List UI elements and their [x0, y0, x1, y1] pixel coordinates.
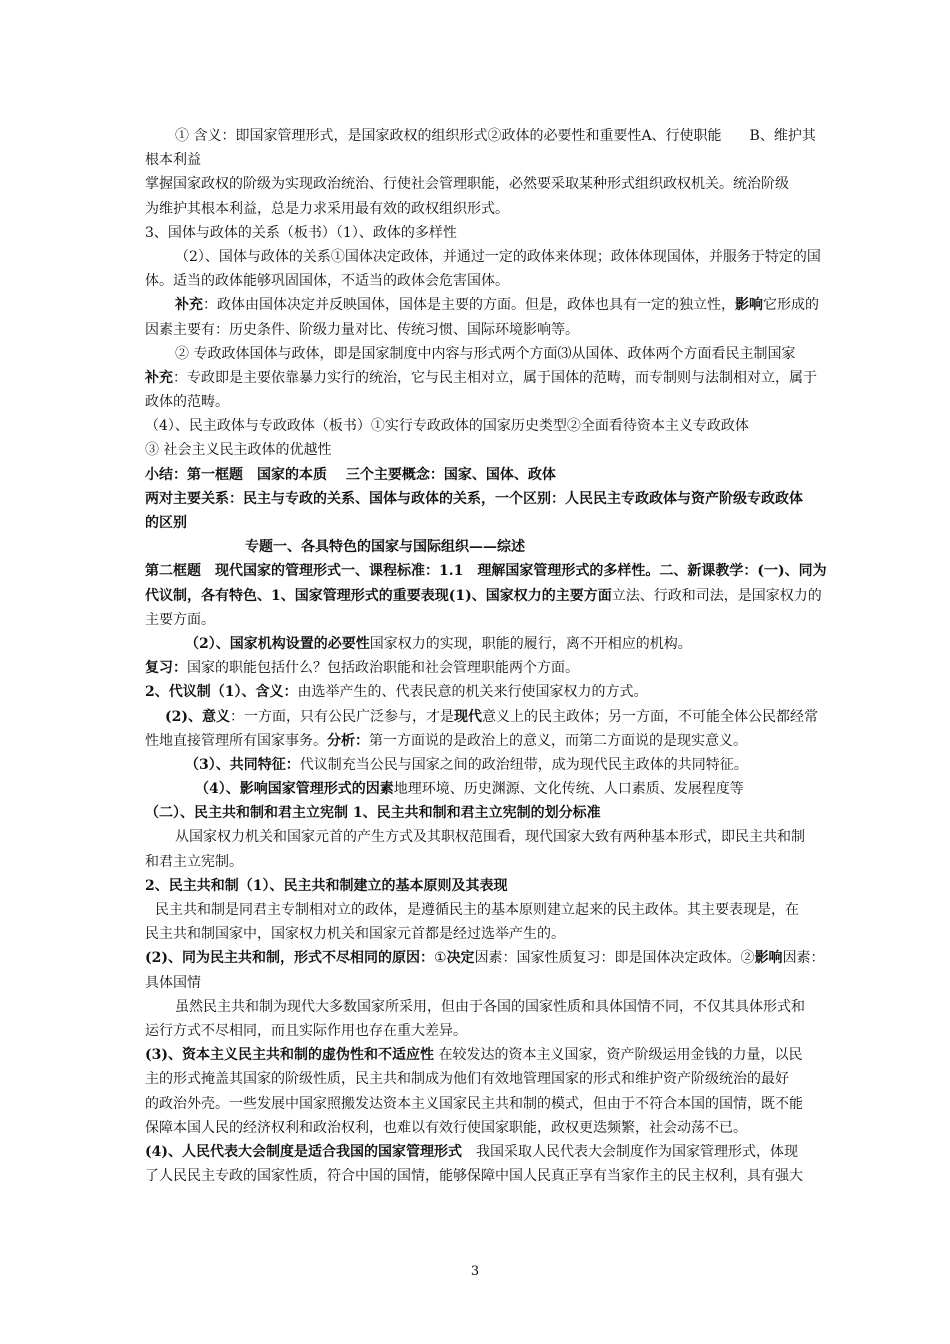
text-line: （二）、民主共和制和君主立宪制 1、民主共和制和君主立宪制的划分标准 [145, 805, 601, 822]
text-line: (3)、资本主义民主共和制的虚伪性和不适应性 在较发达的资本主义国家，资产阶级运用金钱的力量，以民 [145, 1047, 803, 1064]
text-line: 根本利益 [145, 152, 201, 169]
page-number: 3 [470, 1264, 480, 1279]
text-line: 政体的范畴。 [145, 394, 229, 411]
text-line: (2)、意义：一方面，只有公民广泛参与，才是现代意义上的民主政体；另一方面，不可能全体公民都经常 [165, 708, 818, 725]
text-line: ② 专政政体国体与政体，即是国家制度中内容与形式两个方面⑶从国体、政体两个方面看民主制国家 [175, 345, 796, 362]
text-line: 的区别 [145, 515, 187, 531]
text-line: 掌握国家政权的阶级为实现政治统治、行使社会管理职能，必然要采取某种形式组织政权机关。统治阶级 [145, 176, 789, 193]
text-line: （2）、国家机构设置的必要性国家权力的实现，职能的履行，离不开相应的机构。 [185, 635, 692, 652]
text-line: 2、民主共和制（1）、民主共和制建立的基本原则及其表现 [145, 877, 508, 894]
text-line: 2、代议制（1）、含义：由选举产生的、代表民意的机关来行使国家权力的方式。 [145, 684, 648, 701]
text-line: 运行方式不尽相同，而且实际作用也存在重大差异。 [145, 1022, 467, 1039]
text-line: （3）、共同特征：代议制充当公民与国家之间的政治纽带，成为现代民主政体的共同特征。 [185, 756, 748, 773]
text-line: 虽然民主共和制为现代大多数国家所采用，但由于各国的国家性质和具体国情不同，不仅其具体形式和 [175, 998, 805, 1015]
text-line: 性地直接管理所有国家事务。分析：第一方面说的是政治上的意义，而第二方面说的是现实意义。 [145, 732, 747, 749]
text-line: 具体国情 [145, 974, 201, 991]
text-line: 因素主要有：历史条件、阶级力量对比、传统习惯、国际环境影响等。 [145, 321, 579, 338]
text-line: ③ 社会主义民主政体的优越性 [145, 442, 332, 459]
text-line: 从国家权力机关和国家元首的产生方式及其职权范围看，现代国家大致有两种基本形式，即民主共和制 [175, 829, 805, 846]
text-line: （4）、影响国家管理形式的因素地理环境、历史渊源、文化传统、人口素质、发展程度等 [195, 781, 744, 798]
text-line: 为维护其根本利益，总是力求采用最有效的政权组织形式。 [145, 200, 509, 217]
text-line: (4)、人民代表大会制度是适合我国的国家管理形式 我国采取人民代表大会制度作为国家管理形式，体现 [145, 1143, 798, 1160]
text-line: 复习：国家的职能包括什么？包括政治职能和社会管理职能两个方面。 [145, 660, 579, 677]
text-line: （4）、民主政体与专政政体（板书）①实行专政政体的国家历史类型②全面看待资本主义专政政体 [145, 418, 749, 435]
text-line: 主的形式掩盖其国家的阶级性质，民主共和制成为他们有效地管理国家的形式和维护资产阶级统治的最好 [145, 1071, 789, 1088]
text-line: 补充：专政即是主要依靠暴力实行的统治，它与民主相对立，属于国体的范畴，而专制则与法制相对立，属于 [145, 369, 817, 386]
text-line: 主要方面。 [145, 611, 215, 628]
text-line: 民主共和制是同君主专制相对立的政体，是遵循民主的基本原则建立起来的民主政体。其主要表现是，在 [155, 902, 799, 918]
text-line: 小结：第一框题 国家的本质 三个主要概念：国家、国体、政体 [145, 466, 556, 483]
section-heading: 专题一、各具特色的国家与国际组织——综述 [245, 539, 525, 556]
text-line: 和君主立宪制。 [145, 853, 243, 870]
text-line: 第二框题 现代国家的管理形式一、课程标准：1.1 理解国家管理形式的多样性。二、新课教学：(一)、同为 [145, 563, 827, 580]
text-line: ① 含义：即国家管理形式，是国家政权的组织形式②政体的必要性和重要性A、行使职能 B、维护其 [175, 128, 816, 144]
text-line: 补充：政体由国体决定并反映国体，国体是主要的方面。但是，政体也具有一定的独立性，影响它形成的 [175, 297, 819, 314]
text-line: 代议制，各有特色、1、国家管理形式的重要表现(1)、国家权力的主要方面立法、行政和司法，是国家权力的 [145, 587, 822, 604]
text-line: 了人民民主专政的国家性质，符合中国的国情，能够保障中国人民真正享有当家作主的民主权利，具有强大 [145, 1168, 803, 1185]
document-page [145, 124, 827, 1188]
text-line: 体。适当的政体能够巩固国体，不适当的政体会危害国体。 [145, 273, 509, 290]
text-line: 的政治外壳。一些发展中国家照搬发达资本主义国家民主共和制的模式，但由于不符合本国的国情，既不能 [145, 1095, 803, 1112]
text-line: (2)、同为民主共和制，形式不尽相同的原因：①决定因素：国家性质复习：即是国体决定政体。②影响因素： [145, 950, 825, 967]
text-line: （2）、国体与政体的关系①国体决定政体，并通过一定的政体来体现；政体体现国体，并服务于特定的国 [175, 248, 821, 265]
text-line: 民主共和制国家中，国家权力机关和国家元首都是经过选举产生的。 [145, 926, 565, 943]
text-line: 保障本国人民的经济权利和政治权利，也难以有效行使国家职能，政权更迭频繁，社会动荡不已。 [145, 1119, 747, 1136]
text-line: 3、国体与政体的关系（板书）（1）、政体的多样性 [145, 224, 457, 241]
text-line: 两对主要关系：民主与专政的关系、国体与政体的关系，一个区别：人民民主专政政体与资产阶级专政政体 [145, 490, 803, 507]
